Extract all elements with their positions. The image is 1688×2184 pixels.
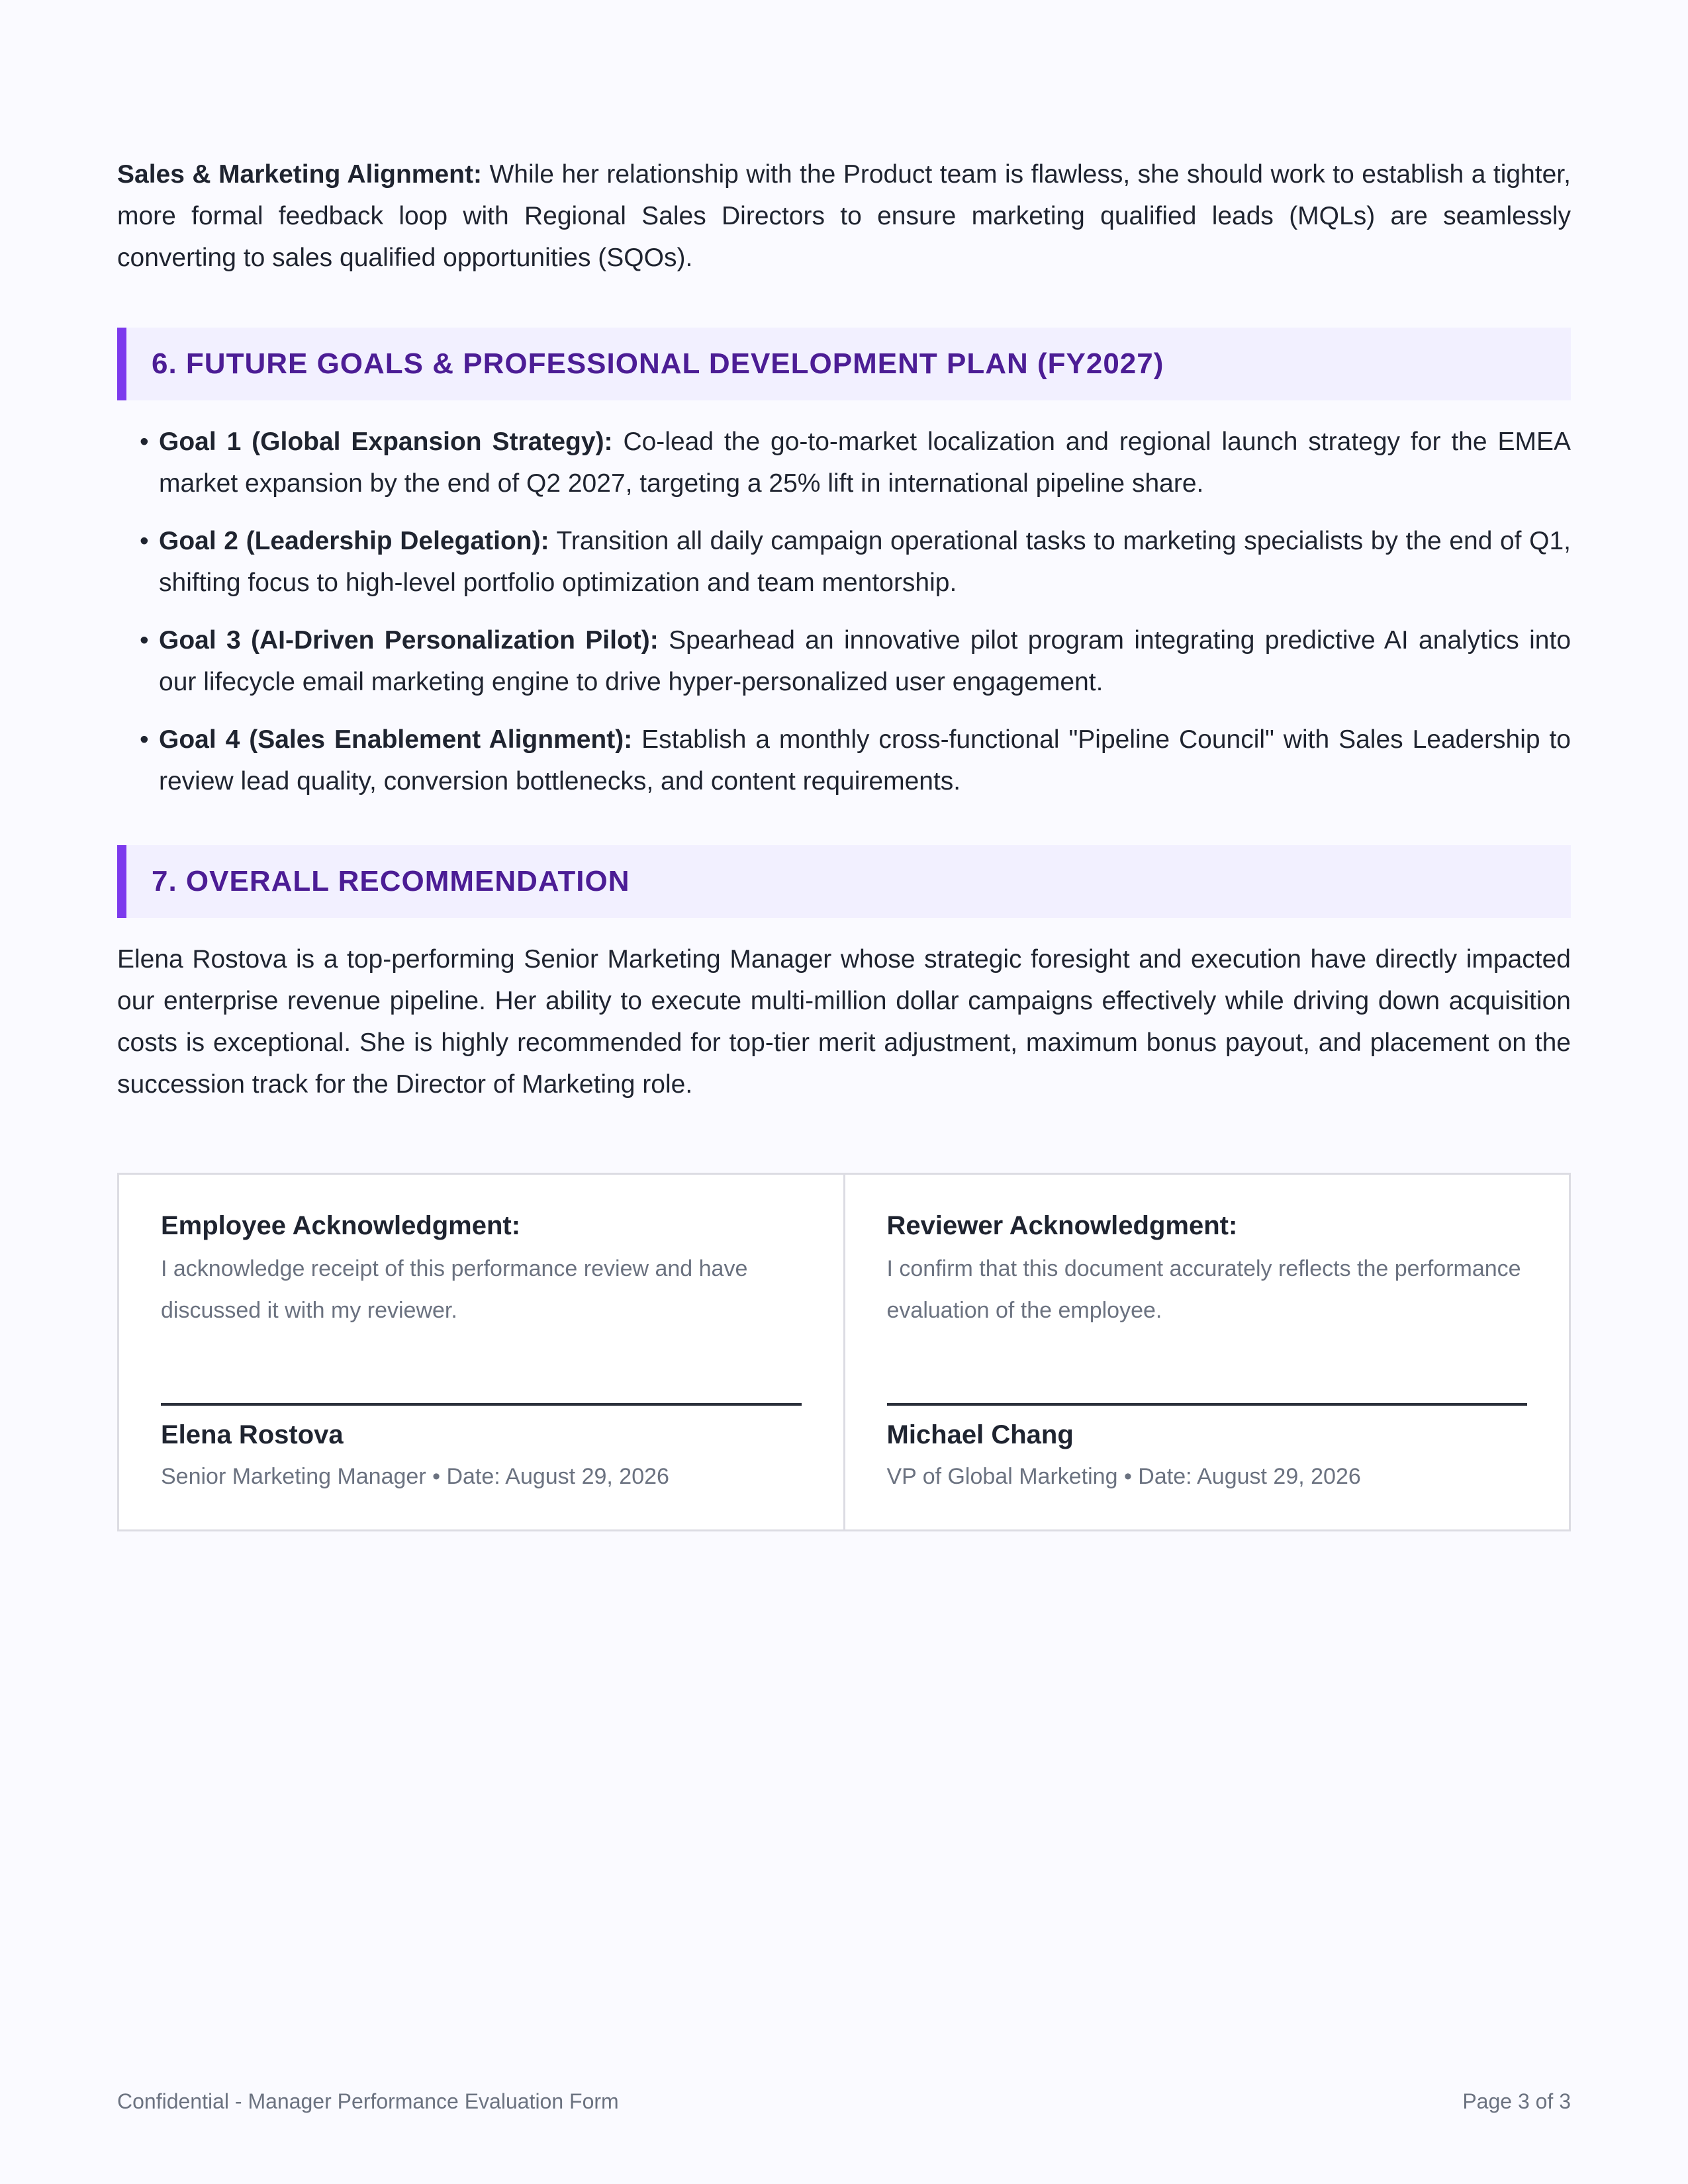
goal-item-3 (117, 619, 1571, 703)
overall-recommendation-text: Elena Rostova is a top-performing Senior Marketing Manager whose strategic foresight and execution have directly impacted our enterprise revenue pipeline. Her ability to execute multi-million dollar campaigns effectively while driving down acquisition costs is exceptional. She is highly recommended for top-tier merit adjustment, maximum bonus payout, and placement on the succession track for the Director of Marketing role. (117, 945, 1571, 1099)
bullet-icon: • (140, 428, 149, 456)
section-7-title: 7. OVERALL RECOMMENDATION (152, 865, 630, 897)
footer-page-number: Page 3 of 3 (1462, 2089, 1571, 2113)
goal-item-1 (117, 421, 1571, 504)
reviewer-acknowledgment (843, 1175, 1570, 1529)
reviewer-title-date: VP of Global Marketing • Date: August 29, 2026 (886, 1464, 1361, 1489)
goal-3-text: Spearhead an innovative pilot program integrating predictive AI analytics into our lifecycle email marketing engine to drive hyper-personalized user engagement. (159, 626, 1571, 696)
reviewer-name: Michael Chang (886, 1420, 1074, 1449)
goals-list (117, 421, 1571, 802)
reviewer-ack-text: I confirm that this document accurately reflects the performance evaluation of the employee. (886, 1256, 1521, 1323)
section-6-title: 6. FUTURE GOALS & PROFESSIONAL DEVELOPMENT PLAN (FY2027) (152, 347, 1164, 380)
employee-acknowledgment (119, 1175, 843, 1529)
bullet-icon: • (140, 626, 149, 655)
goal-item-4 (117, 719, 1571, 802)
employee-title-date: Senior Marketing Manager • Date: August 29, 2026 (161, 1464, 669, 1489)
sales-marketing-alignment-label: Sales & Marketing Alignment: (117, 160, 482, 189)
goal-2-label: Goal 2 (Leadership Delegation): (159, 527, 549, 555)
section-6-header (117, 328, 1571, 400)
footer-confidential-label: Confidential - Manager Performance Evaluation Form (117, 2089, 619, 2113)
goal-1-text: Co-lead the go-to-market localization and regional launch strategy for the EMEA market expansion by the end of Q2 2027, targeting a 25% lift in international pipeline share. (159, 428, 1571, 498)
section-7-header (117, 845, 1571, 918)
goal-2-text: Transition all daily campaign operational tasks to marketing specialists by the end of Q1, shifting focus to high-level portfolio optimization and team mentorship. (159, 527, 1571, 597)
goal-4-text: Establish a monthly cross-functional "Pipeline Council" with Sales Leadership to review lead quality, conversion bottlenecks, and content requirements. (159, 725, 1571, 796)
employee-ack-text: I acknowledge receipt of this performance review and have discussed it with my reviewer. (161, 1256, 748, 1323)
bullet-icon: • (140, 527, 149, 555)
document-page (117, 154, 1571, 1531)
goal-item-2 (117, 520, 1571, 604)
acknowledgment-box (117, 1173, 1571, 1531)
bullet-icon: • (140, 725, 149, 754)
sales-marketing-alignment-text: While her relationship with the Product team is flawless, she should work to establish a tighter, more formal feedback loop with Regional Sales Directors to ensure marketing qualified leads (MQLs) are seamlessly converting to sales qualified opportunities (SQOs). (117, 160, 1571, 272)
reviewer-signature-line[interactable] (887, 1403, 1528, 1406)
reviewer-ack-title: Reviewer Acknowledgment: (886, 1211, 1238, 1240)
goal-4-label: Goal 4 (Sales Enablement Alignment): (159, 725, 633, 754)
employee-ack-title: Employee Acknowledgment: (161, 1211, 521, 1240)
employee-name: Elena Rostova (161, 1420, 344, 1449)
page-footer (117, 2089, 1571, 2114)
employee-signature-line[interactable] (161, 1403, 802, 1406)
goal-3-label: Goal 3 (AI-Driven Personalization Pilot): (159, 626, 659, 655)
goal-1-label: Goal 1 (Global Expansion Strategy): (159, 428, 613, 456)
sales-marketing-alignment-paragraph (117, 154, 1571, 279)
